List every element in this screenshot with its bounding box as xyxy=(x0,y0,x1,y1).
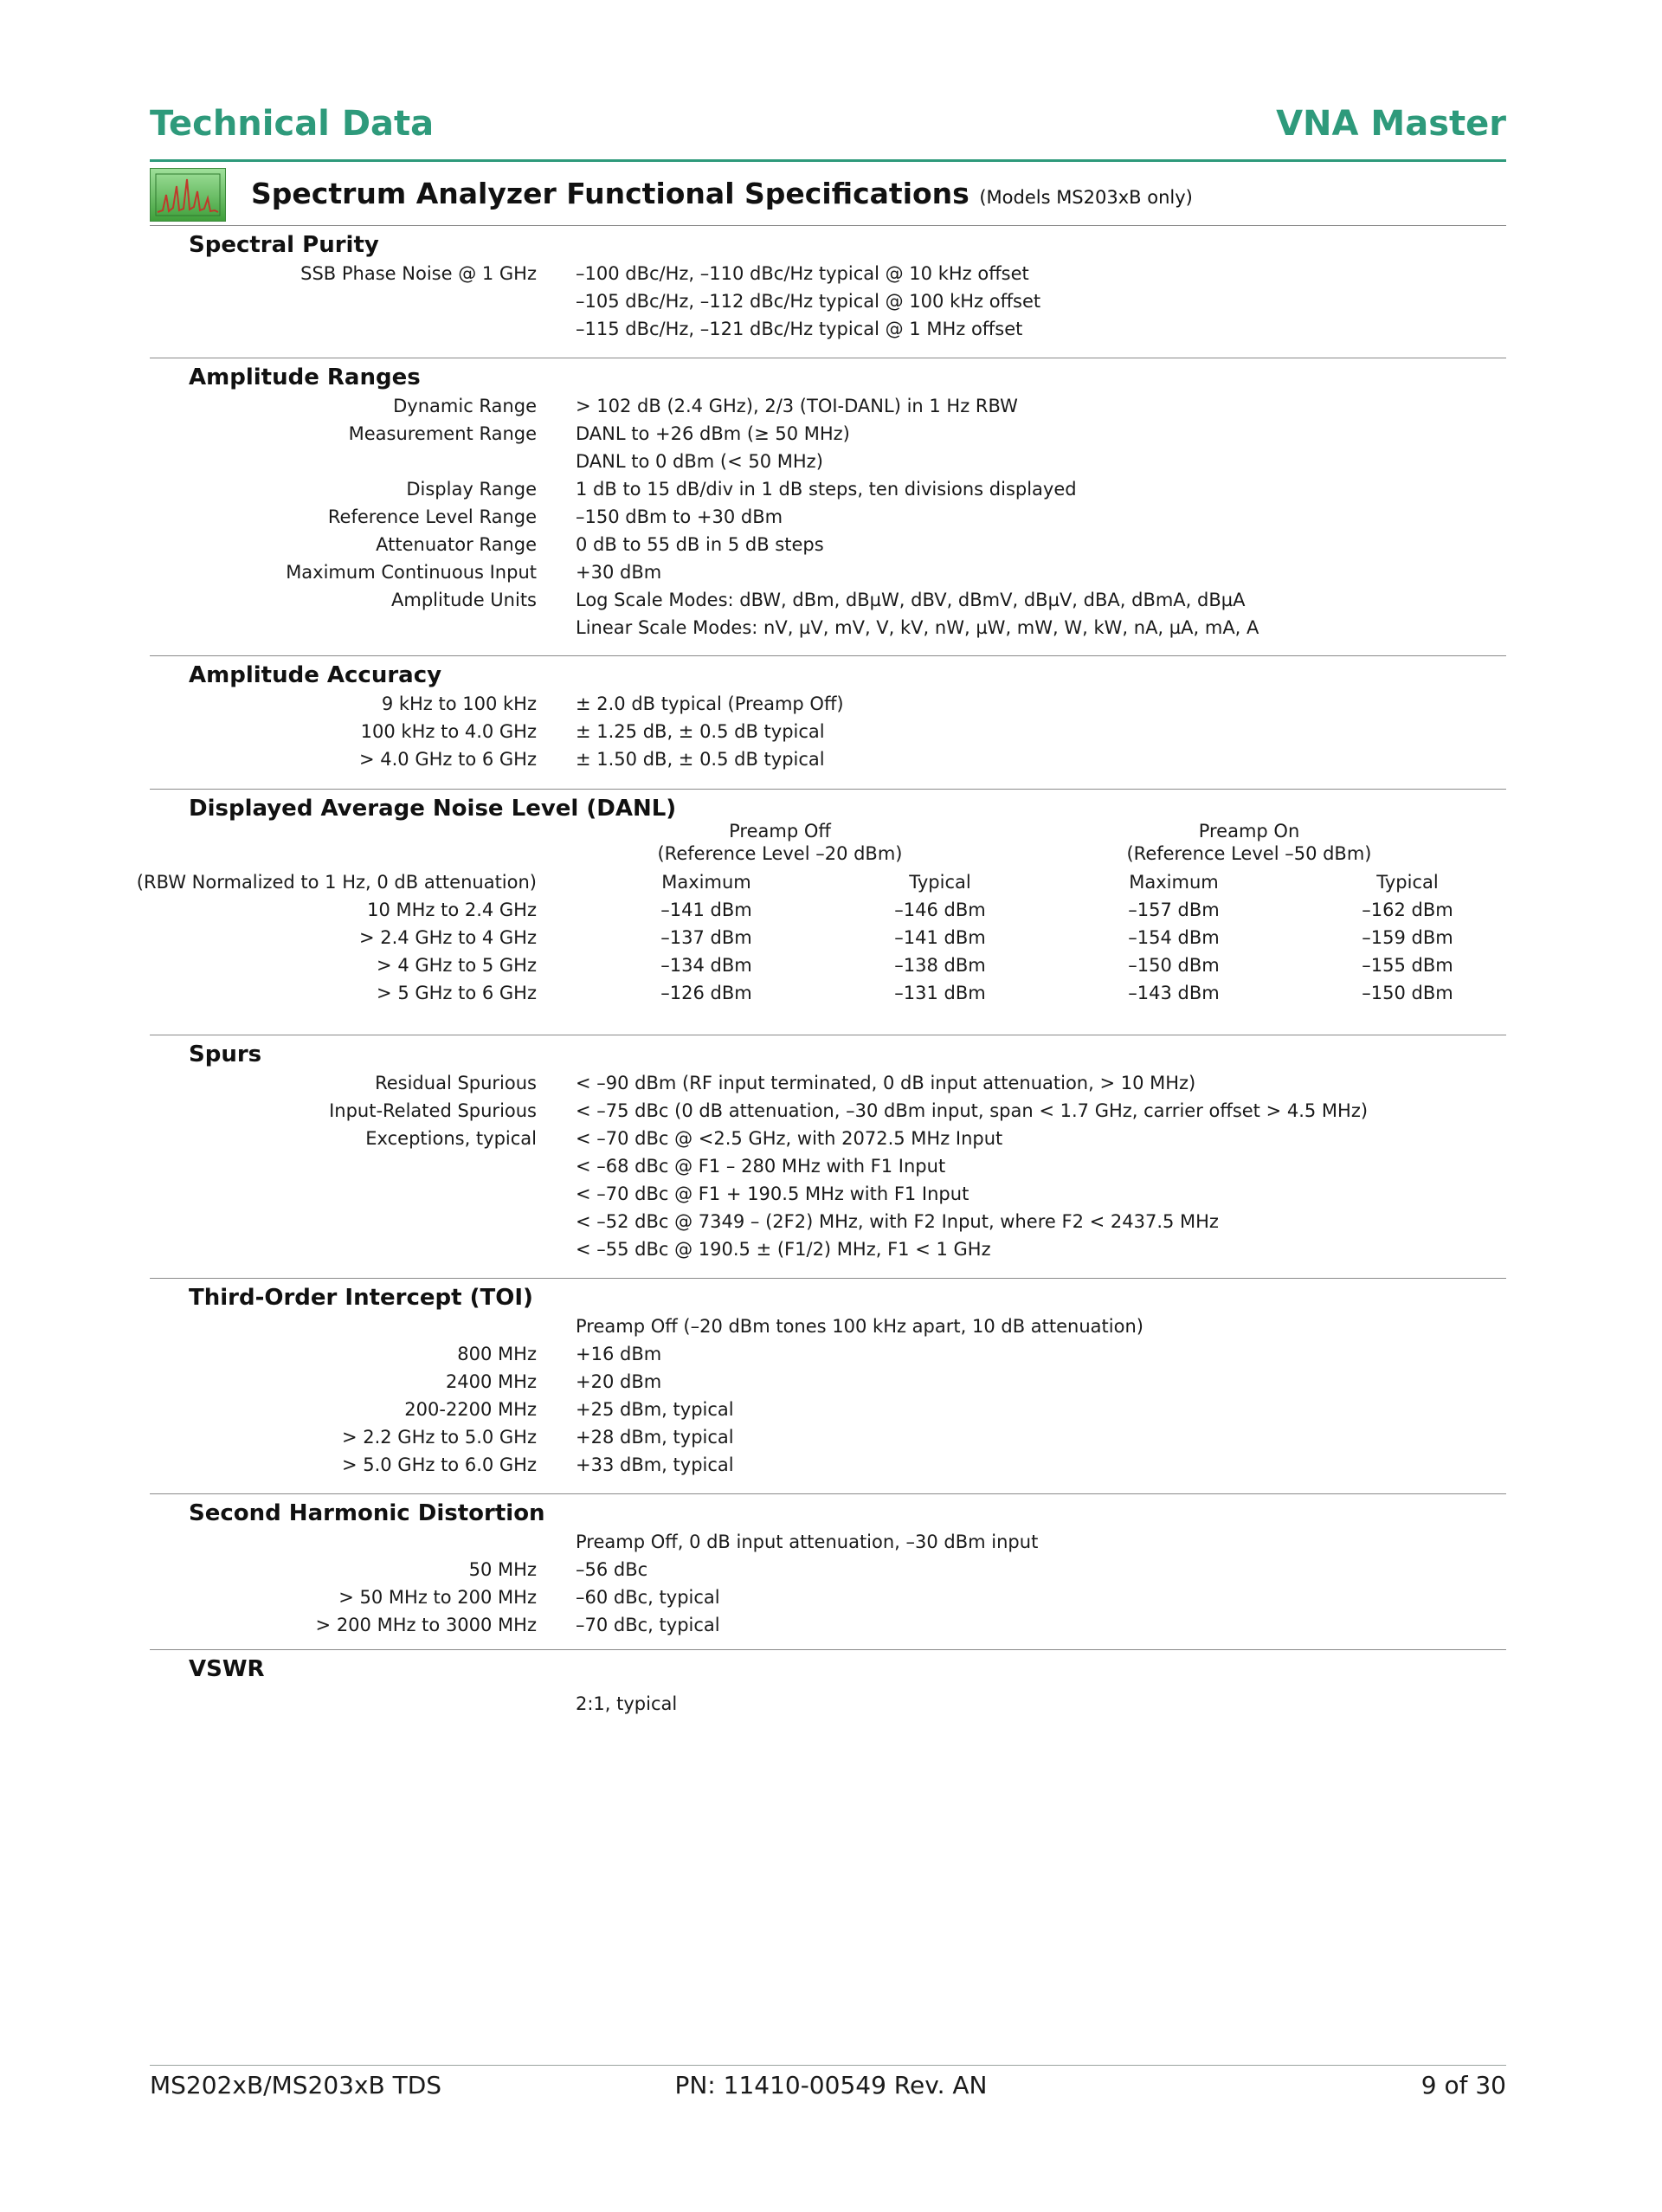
shd-heading: Second Harmonic Distortion xyxy=(189,1500,545,1526)
spec-value: +25 dBm, typical xyxy=(576,1399,734,1420)
spec-value: –56 dBc xyxy=(576,1559,648,1580)
spec-row xyxy=(150,420,1506,448)
spec-row xyxy=(150,260,1506,287)
section-divider xyxy=(150,1649,1506,1650)
spec-label: Reference Level Range xyxy=(327,506,537,527)
spec-label: Input-Related Spurious xyxy=(329,1100,537,1121)
spec-row xyxy=(150,745,1506,773)
preamp-off-sub: (Reference Level –20 dBm) xyxy=(657,843,903,864)
spec-value: Log Scale Modes: dBW, dBm, dBµW, dBV, dBmV, dBµV, dBA, dBmA, dBµA xyxy=(576,590,1246,610)
danl-cell: –162 dBm xyxy=(1362,900,1453,920)
section-models: (Models MS203xB only) xyxy=(979,187,1193,208)
title-divider xyxy=(150,225,1506,226)
preamp-on-sub: (Reference Level –50 dBm) xyxy=(1126,843,1372,864)
danl-cell: –143 dBm xyxy=(1128,983,1220,1003)
spec-label: 9 kHz to 100 kHz xyxy=(381,693,537,714)
spec-value: < –90 dBm (RF input terminated, 0 dB input attenuation, > 10 MHz) xyxy=(576,1073,1196,1093)
spec-value: Preamp Off, 0 dB input attenuation, –30 dBm input xyxy=(576,1532,1039,1552)
spec-row xyxy=(150,1069,1506,1097)
spec-label: Amplitude Units xyxy=(391,590,537,610)
spec-row xyxy=(150,690,1506,718)
spec-value: Preamp Off (–20 dBm tones 100 kHz apart, 10 dB attenuation) xyxy=(576,1316,1143,1337)
spec-value: DANL to +26 dBm (≥ 50 MHz) xyxy=(576,423,850,444)
amplitude-ranges-heading: Amplitude Ranges xyxy=(189,364,421,390)
danl-cell: –150 dBm xyxy=(1362,983,1453,1003)
spurs-heading: Spurs xyxy=(189,1042,262,1067)
danl-cell: –137 dBm xyxy=(660,927,752,948)
danl-cell: –155 dBm xyxy=(1362,955,1453,976)
footer-doc-name: MS202xB/MS203xB TDS xyxy=(150,2071,442,2099)
spec-row xyxy=(150,392,1506,420)
footer-divider xyxy=(150,2065,1506,2066)
danl-heading: Displayed Average Noise Level (DANL) xyxy=(189,796,677,822)
spec-row xyxy=(150,503,1506,531)
spec-value: ± 2.0 dB typical (Preamp Off) xyxy=(576,693,844,714)
section-title xyxy=(251,177,1193,210)
toi-heading: Third-Order Intercept (TOI) xyxy=(189,1285,533,1311)
spec-value: 1 dB to 15 dB/div in 1 dB steps, ten divisions displayed xyxy=(576,479,1077,500)
spec-label: > 4.0 GHz to 6 GHz xyxy=(359,749,537,770)
danl-cell: –146 dBm xyxy=(894,900,986,920)
footer-part-number: PN: 11410-00549 Rev. AN xyxy=(674,2071,988,2099)
section-divider xyxy=(150,789,1506,790)
spec-row xyxy=(150,586,1506,614)
spec-label: 800 MHz xyxy=(457,1344,537,1364)
spec-value: 0 dB to 55 dB in 5 dB steps xyxy=(576,534,824,555)
spec-value: –100 dBc/Hz, –110 dBc/Hz typical @ 10 kHz offset xyxy=(576,263,1029,284)
preamp-off-title: Preamp Off xyxy=(729,821,831,842)
spec-value: –115 dBc/Hz, –121 dBc/Hz typical @ 1 MHz offset xyxy=(576,319,1023,339)
spec-row xyxy=(150,1368,1506,1396)
spec-label: Maximum Continuous Input xyxy=(286,562,537,583)
spec-value: +30 dBm xyxy=(576,562,662,583)
spec-row xyxy=(150,475,1506,503)
danl-cell: –157 dBm xyxy=(1128,900,1220,920)
spec-value: < –70 dBc @ <2.5 GHz, with 2072.5 MHz Input xyxy=(576,1128,1003,1149)
danl-row xyxy=(150,896,1506,924)
spec-row xyxy=(150,1556,1506,1583)
danl-row-label: > 2.4 GHz to 4 GHz xyxy=(359,927,537,948)
danl-cell: –134 dBm xyxy=(660,955,752,976)
header-divider xyxy=(150,159,1506,162)
spec-row xyxy=(150,531,1506,558)
section-divider xyxy=(150,1278,1506,1279)
danl-row xyxy=(150,924,1506,951)
spec-label: Display Range xyxy=(406,479,537,500)
spec-value: –70 dBc, typical xyxy=(576,1615,720,1635)
spec-row xyxy=(150,1180,1506,1208)
spec-row xyxy=(150,1208,1506,1235)
spec-row xyxy=(150,315,1506,343)
danl-cell: –131 dBm xyxy=(894,983,986,1003)
spec-value: –60 dBc, typical xyxy=(576,1587,720,1608)
vswr-heading: VSWR xyxy=(189,1656,265,1682)
spec-row xyxy=(150,1340,1506,1368)
spec-row xyxy=(150,558,1506,586)
amplitude-accuracy-heading: Amplitude Accuracy xyxy=(189,662,442,688)
spec-row xyxy=(150,448,1506,475)
preamp-on-title: Preamp On xyxy=(1198,821,1300,842)
spec-value: –150 dBm to +30 dBm xyxy=(576,506,783,527)
danl-cell: –159 dBm xyxy=(1362,927,1453,948)
spec-row xyxy=(150,614,1506,642)
spec-label: 50 MHz xyxy=(468,1559,537,1580)
danl-row xyxy=(150,979,1506,1007)
spec-value: < –55 dBc @ 190.5 ± (F1/2) MHz, F1 < 1 GHz xyxy=(576,1239,991,1260)
spec-row xyxy=(150,1690,1506,1718)
spec-value: < –68 dBc @ F1 – 280 MHz with F1 Input xyxy=(576,1156,946,1177)
spec-label: Exceptions, typical xyxy=(365,1128,537,1149)
spec-row xyxy=(150,1528,1506,1556)
spec-row xyxy=(150,1396,1506,1423)
spectrum-analyzer-icon xyxy=(150,168,226,222)
spec-value: +33 dBm, typical xyxy=(576,1454,734,1475)
rbw-label: (RBW Normalized to 1 Hz, 0 dB attenuation) xyxy=(136,872,537,893)
danl-cell: –150 dBm xyxy=(1128,955,1220,976)
spec-value: +28 dBm, typical xyxy=(576,1427,734,1448)
spec-value: +16 dBm xyxy=(576,1344,662,1364)
spec-value: –105 dBc/Hz, –112 dBc/Hz typical @ 100 kHz offset xyxy=(576,291,1041,312)
spec-label: > 200 MHz to 3000 MHz xyxy=(315,1615,537,1635)
spec-row xyxy=(150,1152,1506,1180)
col-header-on-max: Maximum xyxy=(1129,872,1219,893)
header-title: Technical Data xyxy=(150,104,435,144)
spec-value: < –70 dBc @ F1 + 190.5 MHz with F1 Input xyxy=(576,1183,970,1204)
spec-row xyxy=(150,1125,1506,1152)
spec-label: Residual Spurious xyxy=(375,1073,537,1093)
spec-value: < –75 dBc (0 dB attenuation, –30 dBm input, span < 1.7 GHz, carrier offset > 4.5 MHz) xyxy=(576,1100,1369,1121)
danl-row-label: 10 MHz to 2.4 GHz xyxy=(367,900,537,920)
spec-value: > 102 dB (2.4 GHz), 2/3 (TOI-DANL) in 1 Hz RBW xyxy=(576,396,1018,416)
spec-row xyxy=(150,1611,1506,1639)
spec-label: 200-2200 MHz xyxy=(404,1399,537,1420)
spec-value: DANL to 0 dBm (< 50 MHz) xyxy=(576,451,823,472)
spec-value: 2:1, typical xyxy=(576,1693,678,1714)
spec-label: > 5.0 GHz to 6.0 GHz xyxy=(341,1454,537,1475)
col-header-on-typ: Typical xyxy=(1376,872,1439,893)
section-title-text: Spectrum Analyzer Functional Specifications xyxy=(251,177,970,210)
preamp-on-header xyxy=(1119,820,1379,865)
danl-cell: –154 dBm xyxy=(1128,927,1220,948)
spec-row xyxy=(150,1451,1506,1479)
danl-cell: –141 dBm xyxy=(894,927,986,948)
spec-label: Dynamic Range xyxy=(393,396,537,416)
spec-row xyxy=(150,1097,1506,1125)
danl-row xyxy=(150,951,1506,979)
spec-label: 100 kHz to 4.0 GHz xyxy=(360,721,537,742)
danl-cell: –141 dBm xyxy=(660,900,752,920)
spec-row xyxy=(150,287,1506,315)
danl-row-label: > 4 GHz to 5 GHz xyxy=(377,955,537,976)
spec-label: Attenuator Range xyxy=(376,534,537,555)
spec-row xyxy=(150,1583,1506,1611)
spec-label: > 2.2 GHz to 5.0 GHz xyxy=(341,1427,537,1448)
preamp-off-header xyxy=(650,820,910,865)
footer-page-number: 9 of 30 xyxy=(1420,2071,1506,2099)
spec-row xyxy=(150,1312,1506,1340)
danl-col-header-row xyxy=(136,868,1506,896)
spec-label: SSB Phase Noise @ 1 GHz xyxy=(300,263,537,284)
spec-label: 2400 MHz xyxy=(445,1371,537,1392)
col-header-off-max: Maximum xyxy=(661,872,751,893)
spectral-purity-heading: Spectral Purity xyxy=(189,232,379,258)
spec-value: ± 1.25 dB, ± 0.5 dB typical xyxy=(576,721,825,742)
danl-cell: –138 dBm xyxy=(894,955,986,976)
danl-cell: –126 dBm xyxy=(660,983,752,1003)
spec-row xyxy=(150,1423,1506,1451)
spec-label: > 50 MHz to 200 MHz xyxy=(338,1587,537,1608)
danl-row-label: > 5 GHz to 6 GHz xyxy=(377,983,537,1003)
spec-label: Measurement Range xyxy=(348,423,537,444)
spec-value: Linear Scale Modes: nV, µV, mV, V, kV, nW, µW, mW, W, kW, nA, µA, mA, A xyxy=(576,617,1259,638)
section-divider xyxy=(150,1493,1506,1494)
spec-value: +20 dBm xyxy=(576,1371,662,1392)
header-product: VNA Master xyxy=(1276,104,1506,144)
spec-value: ± 1.50 dB, ± 0.5 dB typical xyxy=(576,749,825,770)
section-divider xyxy=(150,655,1506,656)
spec-row xyxy=(150,1235,1506,1263)
spec-row xyxy=(150,718,1506,745)
spec-value: < –52 dBc @ 7349 – (2F2) MHz, with F2 Input, where F2 < 2437.5 MHz xyxy=(576,1211,1219,1232)
col-header-off-typ: Typical xyxy=(909,872,971,893)
